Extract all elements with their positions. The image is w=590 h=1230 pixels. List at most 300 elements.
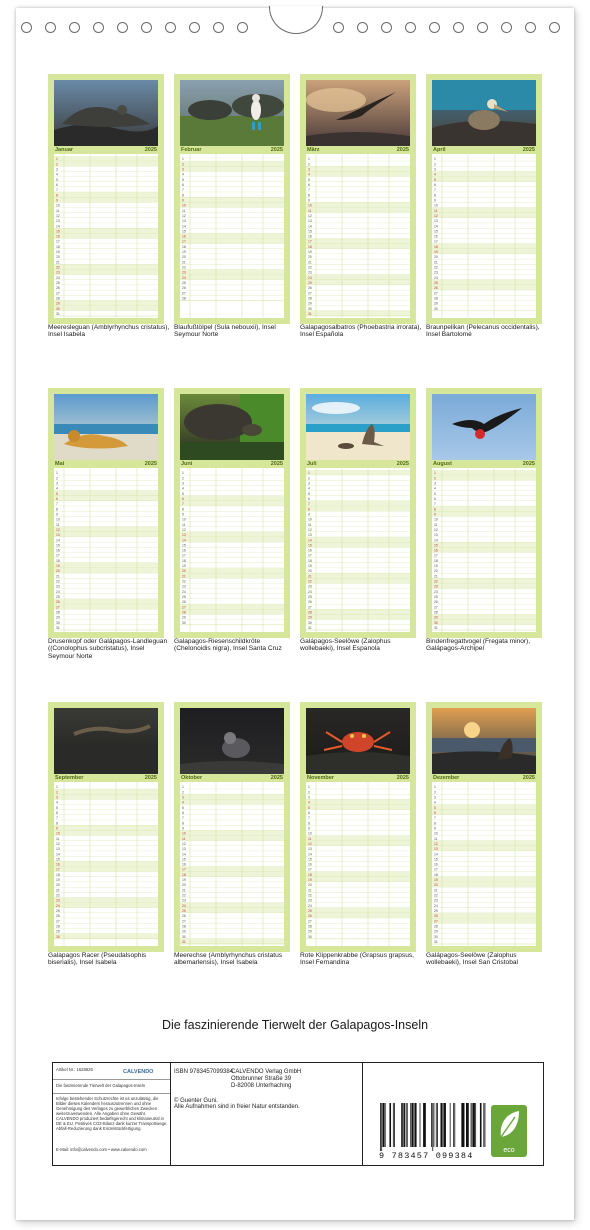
svg-text:10: 10 xyxy=(434,203,438,208)
svg-text:4: 4 xyxy=(182,172,184,177)
svg-text:8: 8 xyxy=(434,507,436,512)
svg-text:14: 14 xyxy=(56,538,60,543)
svg-text:27: 27 xyxy=(308,605,312,610)
month-photo xyxy=(306,708,410,774)
svg-text:3: 3 xyxy=(434,481,436,486)
svg-text:10: 10 xyxy=(182,831,186,836)
month-panel xyxy=(426,702,542,952)
copyright: © Guenter Guni. xyxy=(174,1098,218,1104)
svg-text:3: 3 xyxy=(56,167,58,172)
svg-text:24: 24 xyxy=(182,903,186,908)
svg-text:26: 26 xyxy=(308,286,312,291)
svg-text:24: 24 xyxy=(182,275,186,280)
svg-text:23: 23 xyxy=(182,898,186,903)
month-name: September xyxy=(55,775,84,781)
svg-text:25: 25 xyxy=(308,909,312,914)
binding-hole xyxy=(93,22,104,33)
month-year: 2025 xyxy=(396,461,409,467)
svg-text:4: 4 xyxy=(308,800,310,805)
svg-text:3: 3 xyxy=(308,481,310,486)
svg-text:16: 16 xyxy=(56,548,60,553)
month-photo xyxy=(54,708,158,774)
svg-text:9: 9 xyxy=(56,198,58,203)
svg-text:6: 6 xyxy=(182,810,184,815)
month-name: Juli xyxy=(307,461,317,467)
svg-text:30: 30 xyxy=(56,620,60,625)
svg-text:25: 25 xyxy=(308,595,312,600)
svg-text:19: 19 xyxy=(434,250,438,255)
binding-hole xyxy=(405,22,416,33)
month-year: 2025 xyxy=(396,147,409,153)
month-header xyxy=(54,460,158,468)
svg-text:25: 25 xyxy=(182,595,186,600)
svg-text:21: 21 xyxy=(56,574,60,579)
svg-text:5: 5 xyxy=(182,177,184,182)
month-photo xyxy=(306,394,410,460)
svg-text:15: 15 xyxy=(56,229,60,234)
svg-text:18: 18 xyxy=(308,244,312,249)
svg-text:25: 25 xyxy=(434,595,438,600)
svg-text:18: 18 xyxy=(182,872,186,877)
svg-text:12: 12 xyxy=(434,213,438,218)
svg-text:7: 7 xyxy=(182,816,184,821)
svg-text:7: 7 xyxy=(308,188,310,193)
svg-text:14: 14 xyxy=(434,538,438,543)
month-caption: Galapagos-Riesenschildkröte (Chelonoidis nigra), Insel Santa Cruz xyxy=(174,638,282,653)
svg-text:2: 2 xyxy=(434,790,436,795)
svg-text:28: 28 xyxy=(182,924,186,929)
photo-note: Alle Aufnahmen sind in freier Natur entstanden. xyxy=(174,1104,300,1110)
month-name: Februar xyxy=(181,147,202,153)
binding-hole xyxy=(357,22,368,33)
month-header xyxy=(432,460,536,468)
svg-text:2: 2 xyxy=(182,162,184,167)
svg-text:28: 28 xyxy=(434,296,438,301)
month-name: Dezember xyxy=(433,775,460,781)
svg-text:6: 6 xyxy=(182,182,184,187)
svg-text:28: 28 xyxy=(182,610,186,615)
svg-text:21: 21 xyxy=(434,574,438,579)
svg-text:18: 18 xyxy=(434,872,438,877)
svg-text:8: 8 xyxy=(182,507,184,512)
svg-text:22: 22 xyxy=(182,265,186,270)
month-panel xyxy=(174,388,290,638)
svg-text:9: 9 xyxy=(308,512,310,517)
svg-text:7: 7 xyxy=(434,188,436,193)
svg-text:7: 7 xyxy=(182,502,184,507)
svg-text:10: 10 xyxy=(182,203,186,208)
svg-text:28: 28 xyxy=(308,296,312,301)
svg-text:28: 28 xyxy=(434,924,438,929)
svg-text:3: 3 xyxy=(56,795,58,800)
svg-text:28: 28 xyxy=(56,610,60,615)
svg-text:18: 18 xyxy=(308,558,312,563)
svg-text:5: 5 xyxy=(182,491,184,496)
svg-text:8: 8 xyxy=(434,821,436,826)
svg-text:5: 5 xyxy=(56,805,58,810)
month-panel xyxy=(174,702,290,952)
svg-text:26: 26 xyxy=(56,600,60,605)
svg-text:22: 22 xyxy=(56,265,60,270)
svg-text:17: 17 xyxy=(182,867,186,872)
svg-text:20: 20 xyxy=(434,883,438,888)
svg-text:15: 15 xyxy=(434,543,438,548)
svg-text:1: 1 xyxy=(182,785,184,790)
month-caption: Galápagos-Seelöwe (Zalophus wollebaeki), Insel Espanola xyxy=(300,638,391,653)
svg-text:4: 4 xyxy=(434,486,436,491)
binding-hole xyxy=(381,22,392,33)
month-name: August xyxy=(433,461,452,467)
svg-text:30: 30 xyxy=(308,620,312,625)
svg-text:5: 5 xyxy=(308,177,310,182)
svg-text:31: 31 xyxy=(308,312,312,316)
svg-text:27: 27 xyxy=(56,919,60,924)
month-name: Mai xyxy=(55,461,65,467)
svg-text:18: 18 xyxy=(434,558,438,563)
svg-text:10: 10 xyxy=(434,831,438,836)
svg-text:9: 9 xyxy=(182,512,184,517)
svg-text:9: 9 xyxy=(56,826,58,831)
svg-text:20: 20 xyxy=(182,569,186,574)
svg-text:27: 27 xyxy=(182,919,186,924)
svg-text:26: 26 xyxy=(434,600,438,605)
month-year: 2025 xyxy=(522,461,535,467)
article-number: Artikel Nr.: 1628826 xyxy=(56,1067,93,1072)
month-photo xyxy=(54,394,158,460)
svg-text:28: 28 xyxy=(56,924,60,929)
svg-text:1: 1 xyxy=(56,785,58,790)
svg-text:12: 12 xyxy=(308,841,312,846)
svg-text:8: 8 xyxy=(56,821,58,826)
month-photo xyxy=(432,708,536,774)
month-caption: Bindenfregattvogel (Fregata minor), Galápagos-Archipel xyxy=(426,638,531,653)
svg-text:1: 1 xyxy=(434,157,436,162)
svg-text:19: 19 xyxy=(56,564,60,569)
svg-text:6: 6 xyxy=(434,182,436,187)
svg-text:18: 18 xyxy=(56,872,60,877)
month-year: 2025 xyxy=(144,461,157,467)
svg-text:1: 1 xyxy=(434,471,436,476)
svg-text:6: 6 xyxy=(56,182,58,187)
day-grid xyxy=(54,154,158,318)
svg-text:28: 28 xyxy=(308,924,312,929)
svg-text:26: 26 xyxy=(434,286,438,291)
svg-text:12: 12 xyxy=(182,841,186,846)
svg-text:12: 12 xyxy=(56,527,60,532)
svg-text:26: 26 xyxy=(182,914,186,919)
month-panel xyxy=(426,388,542,638)
svg-text:14: 14 xyxy=(182,852,186,857)
svg-text:8: 8 xyxy=(182,821,184,826)
svg-text:15: 15 xyxy=(56,543,60,548)
leaf-icon xyxy=(491,1105,527,1145)
month-caption: Blaufußtölpel (Sula nebouxii), Insel Seymour Norte xyxy=(174,324,276,339)
footer-barcode-column xyxy=(363,1063,543,1165)
svg-text:24: 24 xyxy=(182,589,186,594)
calendar-title: Die faszinierende Tierwelt der Galapagos-Inseln xyxy=(161,1018,429,1032)
svg-text:3: 3 xyxy=(182,795,184,800)
svg-text:6: 6 xyxy=(308,810,310,815)
svg-text:29: 29 xyxy=(56,301,60,306)
svg-text:22: 22 xyxy=(182,893,186,898)
eco-badge xyxy=(491,1105,527,1157)
svg-text:4: 4 xyxy=(434,800,436,805)
svg-text:30: 30 xyxy=(434,306,438,311)
svg-text:20: 20 xyxy=(434,569,438,574)
svg-text:14: 14 xyxy=(182,538,186,543)
svg-text:1: 1 xyxy=(434,785,436,790)
svg-text:24: 24 xyxy=(56,903,60,908)
svg-text:7: 7 xyxy=(56,502,58,507)
svg-text:10: 10 xyxy=(182,517,186,522)
svg-text:13: 13 xyxy=(182,533,186,538)
svg-text:31: 31 xyxy=(56,312,60,316)
svg-text:17: 17 xyxy=(308,239,312,244)
binding-hole xyxy=(141,22,152,33)
svg-text:1: 1 xyxy=(182,157,184,162)
svg-text:13: 13 xyxy=(182,219,186,224)
svg-text:10: 10 xyxy=(434,517,438,522)
svg-text:23: 23 xyxy=(434,898,438,903)
svg-text:17: 17 xyxy=(182,553,186,558)
month-year: 2025 xyxy=(396,775,409,781)
svg-text:19: 19 xyxy=(434,878,438,883)
svg-text:23: 23 xyxy=(434,270,438,275)
footer-product-column xyxy=(53,1063,171,1165)
svg-text:8: 8 xyxy=(308,507,310,512)
eco-label: eco xyxy=(503,1147,515,1154)
month-caption: Galapagos Racer (Pseudalsophis biserialis), Insel Isabela xyxy=(48,952,147,967)
svg-text:4: 4 xyxy=(56,486,58,491)
svg-text:17: 17 xyxy=(434,239,438,244)
svg-text:3: 3 xyxy=(434,167,436,172)
svg-text:23: 23 xyxy=(182,584,186,589)
svg-text:16: 16 xyxy=(56,862,60,867)
svg-text:26: 26 xyxy=(434,914,438,919)
svg-text:12: 12 xyxy=(434,527,438,532)
svg-text:22: 22 xyxy=(434,893,438,898)
svg-text:27: 27 xyxy=(56,291,60,296)
month-header xyxy=(432,146,536,154)
day-grid xyxy=(306,468,410,632)
svg-text:13: 13 xyxy=(434,219,438,224)
svg-text:17: 17 xyxy=(182,239,186,244)
svg-text:20: 20 xyxy=(308,255,312,260)
svg-text:2: 2 xyxy=(182,790,184,795)
svg-text:12: 12 xyxy=(308,213,312,218)
month-panel xyxy=(174,74,290,324)
svg-text:2: 2 xyxy=(308,162,310,167)
svg-text:24: 24 xyxy=(308,589,312,594)
svg-text:31: 31 xyxy=(182,940,186,944)
svg-text:25: 25 xyxy=(434,909,438,914)
svg-text:27: 27 xyxy=(182,291,186,296)
svg-text:25: 25 xyxy=(56,595,60,600)
svg-text:28: 28 xyxy=(434,610,438,615)
svg-text:21: 21 xyxy=(308,260,312,265)
month-header xyxy=(54,146,158,154)
svg-text:31: 31 xyxy=(434,940,438,944)
svg-text:5: 5 xyxy=(308,805,310,810)
svg-text:10: 10 xyxy=(56,831,60,836)
month-panel xyxy=(48,388,164,638)
day-grid xyxy=(180,468,284,632)
svg-text:5: 5 xyxy=(434,491,436,496)
svg-text:6: 6 xyxy=(434,496,436,501)
svg-text:3: 3 xyxy=(182,167,184,172)
svg-text:11: 11 xyxy=(182,208,186,213)
svg-text:24: 24 xyxy=(308,903,312,908)
svg-text:3: 3 xyxy=(56,481,58,486)
svg-text:16: 16 xyxy=(308,862,312,867)
month-year: 2025 xyxy=(522,775,535,781)
svg-text:10: 10 xyxy=(308,831,312,836)
month-header xyxy=(432,774,536,782)
svg-text:6: 6 xyxy=(308,182,310,187)
svg-text:7: 7 xyxy=(308,502,310,507)
publisher-street: Ottobrunner Straße 39 xyxy=(231,1076,292,1082)
svg-text:14: 14 xyxy=(308,852,312,857)
svg-text:26: 26 xyxy=(56,914,60,919)
month-year: 2025 xyxy=(522,147,535,153)
svg-text:3: 3 xyxy=(434,795,436,800)
svg-text:20: 20 xyxy=(308,569,312,574)
svg-text:17: 17 xyxy=(308,553,312,558)
svg-text:6: 6 xyxy=(434,810,436,815)
day-grid xyxy=(306,154,410,318)
month-photo xyxy=(54,80,158,146)
month-caption: Braunpelikan (Pelecanus occidentalis), Insel Bartolomé xyxy=(426,324,540,339)
svg-text:16: 16 xyxy=(56,234,60,239)
svg-text:30: 30 xyxy=(56,306,60,311)
svg-text:8: 8 xyxy=(308,821,310,826)
svg-text:21: 21 xyxy=(308,574,312,579)
svg-text:29: 29 xyxy=(308,929,312,934)
svg-text:30: 30 xyxy=(308,306,312,311)
svg-text:12: 12 xyxy=(434,841,438,846)
svg-text:24: 24 xyxy=(434,275,438,280)
svg-text:6: 6 xyxy=(182,496,184,501)
svg-text:6: 6 xyxy=(56,810,58,815)
publisher-name: CALVENDO Verlag GmbH xyxy=(231,1069,302,1075)
binding-hole xyxy=(45,22,56,33)
svg-text:19: 19 xyxy=(56,878,60,883)
svg-text:15: 15 xyxy=(434,229,438,234)
svg-text:26: 26 xyxy=(182,286,186,291)
svg-text:26: 26 xyxy=(56,286,60,291)
svg-text:27: 27 xyxy=(434,605,438,610)
svg-text:29: 29 xyxy=(308,615,312,620)
svg-text:2: 2 xyxy=(56,790,58,795)
svg-text:18: 18 xyxy=(182,558,186,563)
svg-text:7: 7 xyxy=(56,188,58,193)
binding-hole xyxy=(549,22,560,33)
svg-text:22: 22 xyxy=(56,893,60,898)
month-year: 2025 xyxy=(144,147,157,153)
svg-text:11: 11 xyxy=(182,522,186,527)
svg-text:4: 4 xyxy=(182,486,184,491)
svg-text:13: 13 xyxy=(434,533,438,538)
svg-text:9: 9 xyxy=(434,198,436,203)
day-grid xyxy=(432,154,536,318)
svg-text:31: 31 xyxy=(434,626,438,630)
svg-text:23: 23 xyxy=(56,898,60,903)
svg-text:29: 29 xyxy=(308,301,312,306)
svg-text:22: 22 xyxy=(434,579,438,584)
svg-text:19: 19 xyxy=(308,250,312,255)
svg-text:29: 29 xyxy=(434,301,438,306)
svg-text:1: 1 xyxy=(308,471,310,476)
svg-text:30: 30 xyxy=(434,620,438,625)
svg-text:12: 12 xyxy=(182,213,186,218)
svg-text:1: 1 xyxy=(308,157,310,162)
svg-text:5: 5 xyxy=(308,491,310,496)
svg-text:8: 8 xyxy=(182,193,184,198)
svg-text:20: 20 xyxy=(56,255,60,260)
svg-text:11: 11 xyxy=(308,208,312,213)
svg-text:23: 23 xyxy=(308,898,312,903)
svg-text:17: 17 xyxy=(434,867,438,872)
svg-text:23: 23 xyxy=(56,584,60,589)
svg-text:11: 11 xyxy=(56,836,60,841)
svg-text:23: 23 xyxy=(434,584,438,589)
svg-text:16: 16 xyxy=(182,862,186,867)
svg-text:11: 11 xyxy=(434,836,438,841)
svg-text:16: 16 xyxy=(182,548,186,553)
svg-text:24: 24 xyxy=(434,903,438,908)
svg-text:6: 6 xyxy=(56,496,58,501)
svg-text:27: 27 xyxy=(56,605,60,610)
svg-text:13: 13 xyxy=(182,847,186,852)
svg-text:2: 2 xyxy=(308,790,310,795)
svg-text:3: 3 xyxy=(182,481,184,486)
svg-text:30: 30 xyxy=(56,934,60,939)
svg-text:5: 5 xyxy=(182,805,184,810)
svg-text:15: 15 xyxy=(56,857,60,862)
binding-hole xyxy=(477,22,488,33)
svg-text:17: 17 xyxy=(56,553,60,558)
svg-text:11: 11 xyxy=(434,208,438,213)
svg-text:25: 25 xyxy=(56,909,60,914)
svg-text:12: 12 xyxy=(56,841,60,846)
svg-text:25: 25 xyxy=(182,281,186,286)
svg-text:4: 4 xyxy=(56,800,58,805)
month-photo xyxy=(306,80,410,146)
svg-text:22: 22 xyxy=(308,579,312,584)
svg-text:30: 30 xyxy=(182,934,186,939)
svg-text:27: 27 xyxy=(182,605,186,610)
svg-text:14: 14 xyxy=(434,852,438,857)
month-panel xyxy=(300,74,416,324)
svg-text:22: 22 xyxy=(56,579,60,584)
month-header xyxy=(306,146,410,154)
svg-text:9: 9 xyxy=(182,198,184,203)
svg-text:2: 2 xyxy=(434,476,436,481)
svg-text:4: 4 xyxy=(308,172,310,177)
svg-text:18: 18 xyxy=(56,244,60,249)
svg-text:3: 3 xyxy=(308,795,310,800)
svg-text:20: 20 xyxy=(434,255,438,260)
svg-text:1: 1 xyxy=(56,471,58,476)
svg-text:26: 26 xyxy=(182,600,186,605)
svg-text:25: 25 xyxy=(182,909,186,914)
svg-text:4: 4 xyxy=(182,800,184,805)
month-panel xyxy=(300,388,416,638)
svg-text:11: 11 xyxy=(56,522,60,527)
svg-text:19: 19 xyxy=(182,250,186,255)
svg-text:8: 8 xyxy=(308,193,310,198)
day-grid xyxy=(432,782,536,946)
